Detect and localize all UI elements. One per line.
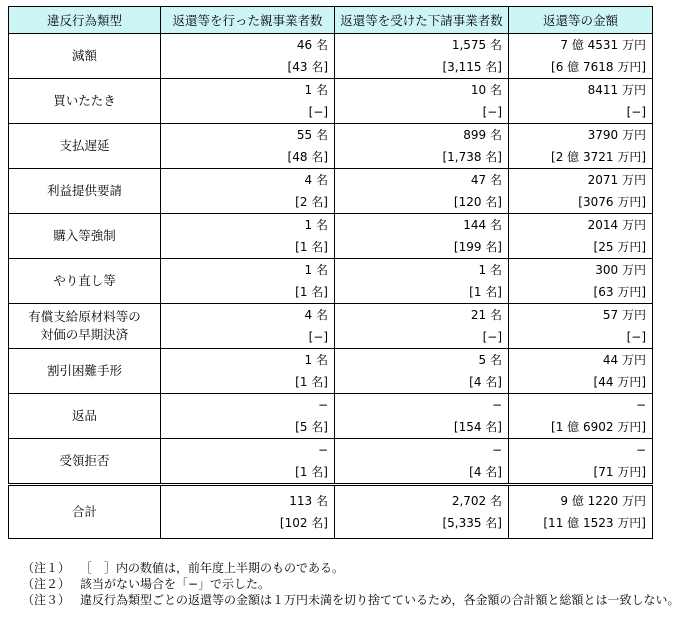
amount-cell: [509, 169, 653, 214]
current-value: 1 名: [478, 263, 502, 277]
current-value: 7 億 4531 万円: [560, 38, 646, 52]
current-value: 1 名: [304, 263, 328, 277]
note-text: 違反行為類型ごとの返還等の金額は１万円未満を切り捨てているため，各金額の合計額と総額とは一致しない。: [80, 593, 680, 607]
category-cell: 支払遅延: [9, 124, 161, 169]
previous-value: [−]: [308, 105, 328, 119]
current-value: −: [317, 443, 328, 457]
table-row: [9, 394, 653, 439]
subcontractor-count-cell: [335, 124, 509, 169]
parent-count-cell: [161, 394, 335, 439]
previous-value: [1 名]: [295, 465, 328, 479]
amount-cell: [509, 304, 653, 349]
subcontractor-count-cell: [335, 304, 509, 349]
current-value: 47 名: [470, 173, 502, 187]
table-row: [9, 34, 653, 79]
subcontractor-count-cell: [335, 439, 509, 485]
current-value: 2014 万円: [587, 218, 646, 232]
current-value: 9 億 1220 万円: [560, 494, 646, 508]
amount-cell: [509, 124, 653, 169]
table-row: [9, 439, 653, 485]
parent-count-cell: [161, 349, 335, 394]
amount-cell: [509, 485, 653, 539]
previous-value: [−]: [626, 105, 646, 119]
current-value: 8411 万円: [587, 83, 646, 97]
current-value: 899 名: [463, 128, 502, 142]
table-row: [9, 349, 653, 394]
previous-value: [6 億 7618 万円]: [551, 60, 646, 74]
parent-count-cell: [161, 439, 335, 485]
previous-value: [25 万円]: [593, 240, 646, 254]
current-value: 1 名: [304, 218, 328, 232]
amount-cell: [509, 259, 653, 304]
previous-value: [63 万円]: [593, 285, 646, 299]
previous-value: [5,335 名]: [442, 516, 502, 530]
note-1: [22, 560, 680, 576]
violation-table: [8, 6, 653, 539]
current-value: −: [317, 398, 328, 412]
table-row: [9, 259, 653, 304]
previous-value: [154 名]: [453, 420, 502, 434]
table-row: [9, 304, 653, 349]
current-value: 1 名: [304, 83, 328, 97]
previous-value: [3076 万円]: [578, 195, 646, 209]
subcontractor-count-cell: [335, 485, 509, 539]
previous-value: [1,738 名]: [442, 150, 502, 164]
previous-value: [5 名]: [295, 420, 328, 434]
current-value: 5 名: [478, 353, 502, 367]
category-cell: 購入等強制: [9, 214, 161, 259]
parent-count-cell: [161, 214, 335, 259]
current-value: 57 万円: [602, 308, 646, 322]
current-value: 2071 万円: [587, 173, 646, 187]
current-value: 300 万円: [595, 263, 646, 277]
note-label: （注１）: [22, 561, 71, 575]
previous-value: [44 万円]: [593, 375, 646, 389]
subcontractor-count-cell: [335, 79, 509, 124]
previous-value: [1 名]: [295, 375, 328, 389]
category-cell: 合計: [9, 485, 161, 539]
current-value: 1,575 名: [451, 38, 502, 52]
previous-value: [2 名]: [295, 195, 328, 209]
previous-value: [199 名]: [453, 240, 502, 254]
subcontractor-count-cell: [335, 349, 509, 394]
current-value: 3790 万円: [587, 128, 646, 142]
note-3: [22, 592, 680, 608]
amount-cell: [509, 349, 653, 394]
current-value: 1 名: [304, 353, 328, 367]
category-cell: やり直し等: [9, 259, 161, 304]
header-category: 違反行為類型: [9, 7, 161, 34]
category-cell: 有償支給原材料等の 対価の早期決済: [9, 304, 161, 349]
note-label: （注２）: [22, 577, 71, 591]
table-row: [9, 169, 653, 214]
category-cell: 返品: [9, 394, 161, 439]
notes: [22, 560, 680, 608]
header-amount: 返還等の金額: [509, 7, 653, 34]
previous-value: [71 万円]: [593, 465, 646, 479]
current-value: 144 名: [463, 218, 502, 232]
previous-value: [4 名]: [469, 465, 502, 479]
header-parent-count: 返還等を行った親事業者数: [161, 7, 335, 34]
current-value: 10 名: [470, 83, 502, 97]
parent-count-cell: [161, 485, 335, 539]
table-row: [9, 79, 653, 124]
previous-value: [1 名]: [295, 240, 328, 254]
previous-value: [102 名]: [279, 516, 328, 530]
current-value: −: [635, 398, 646, 412]
amount-cell: [509, 79, 653, 124]
previous-value: [−]: [482, 330, 502, 344]
note-text: 該当がない場合を「−」で示した。: [80, 577, 271, 591]
category-cell: 買いたたき: [9, 79, 161, 124]
category-cell: 利益提供要請: [9, 169, 161, 214]
parent-count-cell: [161, 79, 335, 124]
previous-value: [2 億 3721 万円]: [551, 150, 646, 164]
current-value: −: [491, 443, 502, 457]
subcontractor-count-cell: [335, 259, 509, 304]
current-value: 44 万円: [602, 353, 646, 367]
parent-count-cell: [161, 169, 335, 214]
previous-value: [11 億 1523 万円]: [543, 516, 646, 530]
amount-cell: [509, 439, 653, 485]
previous-value: [120 名]: [453, 195, 502, 209]
parent-count-cell: [161, 34, 335, 79]
amount-cell: [509, 34, 653, 79]
table-row: [9, 214, 653, 259]
previous-value: [3,115 名]: [442, 60, 502, 74]
current-value: −: [635, 443, 646, 457]
amount-cell: [509, 394, 653, 439]
previous-value: [−]: [482, 105, 502, 119]
current-value: 4 名: [304, 173, 328, 187]
subcontractor-count-cell: [335, 214, 509, 259]
amount-cell: [509, 214, 653, 259]
previous-value: [1 名]: [295, 285, 328, 299]
table-row: [9, 124, 653, 169]
parent-count-cell: [161, 124, 335, 169]
note-label: （注３）: [22, 593, 71, 607]
previous-value: [4 名]: [469, 375, 502, 389]
note-2: [22, 576, 680, 592]
note-text: ［ ］内の数値は，前年度上半期のものである。: [80, 561, 345, 575]
category-cell: 減額: [9, 34, 161, 79]
current-value: −: [491, 398, 502, 412]
current-value: 55 名: [296, 128, 328, 142]
parent-count-cell: [161, 304, 335, 349]
current-value: 46 名: [296, 38, 328, 52]
category-cell: 割引困難手形: [9, 349, 161, 394]
total-row: [9, 485, 653, 539]
subcontractor-count-cell: [335, 394, 509, 439]
subcontractor-count-cell: [335, 169, 509, 214]
header-row: [9, 7, 653, 34]
category-cell: 受領拒否: [9, 439, 161, 485]
previous-value: [−]: [308, 330, 328, 344]
current-value: 113 名: [289, 494, 328, 508]
current-value: 4 名: [304, 308, 328, 322]
previous-value: [−]: [626, 330, 646, 344]
previous-value: [43 名]: [287, 60, 328, 74]
previous-value: [1 名]: [469, 285, 502, 299]
parent-count-cell: [161, 259, 335, 304]
current-value: 2,702 名: [451, 494, 502, 508]
header-subcontractor-count: 返還等を受けた下請事業者数: [335, 7, 509, 34]
subcontractor-count-cell: [335, 34, 509, 79]
previous-value: [48 名]: [287, 150, 328, 164]
previous-value: [1 億 6902 万円]: [551, 420, 646, 434]
current-value: 21 名: [470, 308, 502, 322]
